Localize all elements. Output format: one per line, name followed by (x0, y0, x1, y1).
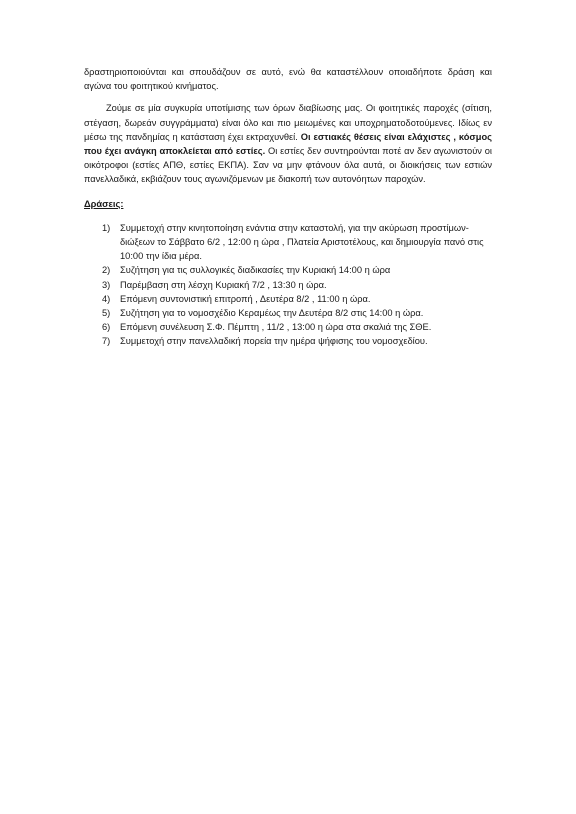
paragraph-living-conditions (84, 101, 492, 186)
action-item (84, 263, 492, 277)
action-text: Επόμενη συνέλευση Σ.Φ. Πέμπτη , 11/2 , 13:00 η ώρα στα σκαλιά της ΣΘΕ. (120, 322, 432, 333)
paragraph-intro-continuation: δραστηριοποιούνται και σπουδάζουν σε αυτό, ενώ θα καταστέλλουν οποιαδήποτε δράση και αγώνα του φοιτητικού κινήματος. (84, 67, 492, 92)
action-text: Συζήτηση για το νομοσχέδιο Κεραμέως την Δευτέρα 8/2 στις 14:00 η ώρα. (120, 308, 424, 319)
action-number: 3) (102, 279, 111, 290)
actions-list (84, 221, 492, 349)
action-text: Συζήτηση για τις συλλογικές διαδικασίες την Κυριακή 14:00 η ώρα (120, 265, 391, 276)
document-body (84, 65, 492, 349)
action-text: Συμμετοχή στην κινητοποίηση ενάντια στην καταστολή, για την ακύρωση προστίμων-διώξεων το Σάββατο 6/2 , 12:00 η ώρα , Πλατεία Αριστοτέλους, και δημιουργία πανό στις 10:00 την ίδια μέρα. (120, 222, 484, 262)
action-item (84, 221, 492, 264)
action-number: 1) (102, 222, 111, 233)
action-item (84, 334, 492, 348)
action-number: 2) (102, 265, 111, 276)
action-item (84, 306, 492, 320)
actions-heading: Δράσεις: (84, 198, 124, 209)
action-text: Παρέμβαση στη λέσχη Κυριακή 7/2 , 13:30 η ώρα. (120, 279, 327, 290)
action-number: 4) (102, 293, 111, 304)
action-number: 7) (102, 336, 111, 347)
action-number: 6) (102, 322, 111, 333)
paragraph-text: Οι εστίες δεν συντηρούνται ποτέ αν δεν αγωνιστούν οι οικότροφοι (εστίες ΑΠΘ, εστίες ΕΚΠΑ). Σαν να μην φτάνουν όλα αυτά, οι διοικήσεις των εστιών πανελλαδικά, εκβιάζουν τους αγωνιζόμενων με διακοπή των αυτονόητων παροχών. (84, 146, 492, 185)
action-text: Επόμενη συντονιστική επιτροπή , Δευτέρα 8/2 , 11:00 η ώρα. (120, 293, 371, 304)
paragraph-text: Ζούμε σε μία συγκυρία υποτίμισης των όρων διαβίωσης μας. Οι φοιτητικές παροχές (σίτιση, στέγαση, δωρεάν συγγράμματα) είναι όλο και πιο μειωμένες και υποχρηματοδοτούμενες. Ιδίως εν μέσω της πανδημίας η κατάσταση έχει εκτραχυνθεί. (84, 103, 492, 142)
paragraph-bold-text: Οι εστιακές θέσεις είναι ελάχιστες , κόσμος που έχει ανάγκη αποκλείεται από εστίες. (84, 131, 492, 157)
action-text: Συμμετοχή στην πανελλαδική πορεία την ημέρα ψήφισης του νομοσχεδίου. (120, 336, 428, 347)
action-item (84, 278, 492, 292)
action-item (84, 292, 492, 306)
action-item (84, 320, 492, 334)
action-number: 5) (102, 308, 111, 319)
